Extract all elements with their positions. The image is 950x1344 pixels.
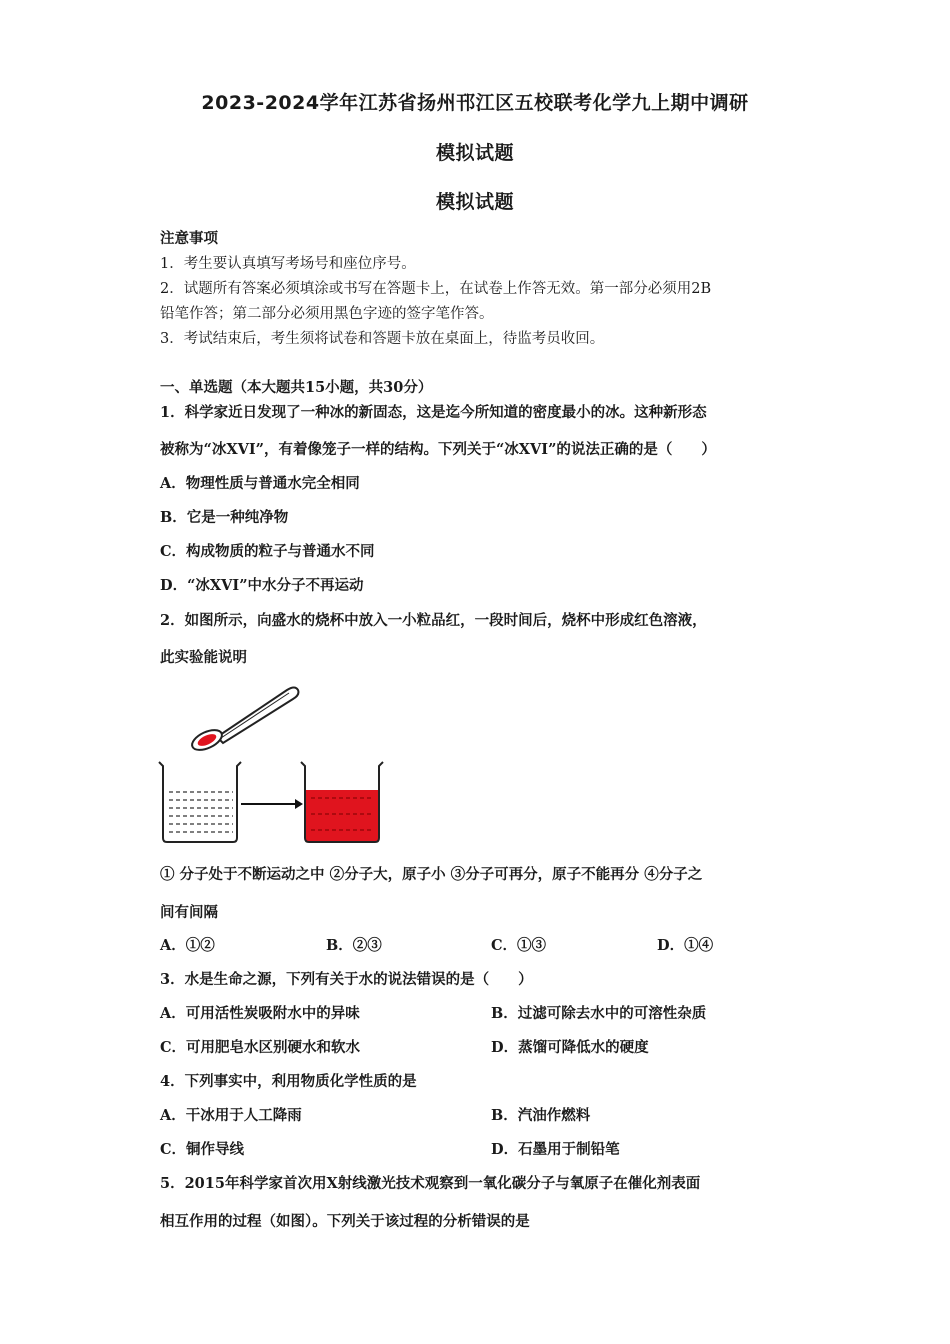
notice-item: 1．考生要认真填写考场号和座位序号。 xyxy=(160,256,416,272)
notice-item: 铅笔作答；第二部分必须用黑色字迹的签字笔作答。 xyxy=(160,306,494,322)
question-1-line: 1．科学家近日发现了一种冰的新固态，这是迄今所知道的密度最小的冰。这种新形态 xyxy=(160,404,707,421)
question-2-option-d: D．①④ xyxy=(657,937,714,954)
notice-item: 3．考试结束后，考生须将试卷和答题卡放在桌面上，待监考员收回。 xyxy=(160,331,605,347)
notice-item: 2．试题所有答案必须填涂或书写在答题卡上，在试卷上作答无效。第一部分必须用2B xyxy=(160,281,712,297)
page-subtitle: 模拟试题 xyxy=(435,142,514,164)
question-3-option-a: A．可用活性炭吸附水中的异味 xyxy=(160,1005,360,1022)
spoon-icon xyxy=(189,688,298,755)
question-1-option-b: B．它是一种纯净物 xyxy=(160,509,289,526)
question-3-stem: 3．水是生命之源，下列有关于水的说法错误的是（ ） xyxy=(160,971,533,988)
question-1-option-d: D．“冰XVI”中水分子不再运动 xyxy=(160,577,364,594)
question-2-statements: 间有间隔 xyxy=(160,904,218,921)
question-4-option-c: C．铜作导线 xyxy=(160,1141,245,1158)
question-2-statements: ① 分子处于不断运动之中 ②分子大，原子小 ③分子可再分，原子不能再分 ④分子之 xyxy=(160,866,703,883)
arrow-right-icon xyxy=(241,799,303,809)
question-2-option-c: C．①③ xyxy=(491,937,547,954)
question-1-option-a: A．物理性质与普通水完全相同 xyxy=(160,475,360,492)
question-4-option-a: A．干冰用于人工降雨 xyxy=(160,1107,302,1124)
question-4-option-d: D．石墨用于制铅笔 xyxy=(491,1141,620,1158)
beaker-diffusion-figure xyxy=(155,680,395,850)
question-2-option-a: A．①② xyxy=(160,937,215,954)
question-3-option-b: B．过滤可除去水中的可溶性杂质 xyxy=(491,1005,707,1022)
water-beaker xyxy=(159,762,241,842)
question-3-option-c: C．可用肥皂水区别硬水和软水 xyxy=(160,1039,361,1056)
section-heading: 一、单选题（本大题共15小题，共30分） xyxy=(160,379,433,396)
question-2-line: 2．如图所示，向盛水的烧杯中放入一小粒品红，一段时间后，烧杯中形成红色溶液， xyxy=(160,612,707,629)
question-5-line: 相互作用的过程（如图）。下列关于该过程的分析错误的是 xyxy=(160,1213,530,1230)
question-5-line: 5．2015年科学家首次用X射线激光技术观察到一氧化碳分子与氧原子在催化剂表面 xyxy=(160,1175,701,1192)
question-1-line: 被称为“冰XVI”，有着像笼子一样的结构。下列关于“冰XVI”的说法正确的是（ ） xyxy=(160,441,716,458)
question-2-line: 此实验能说明 xyxy=(160,649,247,666)
red-solution-beaker xyxy=(301,762,383,842)
notice-heading: 注意事项 xyxy=(160,230,218,247)
question-2-option-b: B．②③ xyxy=(326,937,382,954)
question-4-stem: 4．下列事实中，利用物质化学性质的是 xyxy=(160,1073,417,1090)
question-1-option-c: C．构成物质的粒子与普通水不同 xyxy=(160,543,375,560)
question-4-option-b: B．汽油作燃料 xyxy=(491,1107,591,1124)
question-3-option-d: D．蒸馏可降低水的硬度 xyxy=(491,1039,649,1056)
page-subtitle-repeat: 模拟试题 xyxy=(435,191,514,213)
page-title: 2023-2024学年江苏省扬州邗江区五校联考化学九上期中调研 xyxy=(201,92,749,114)
